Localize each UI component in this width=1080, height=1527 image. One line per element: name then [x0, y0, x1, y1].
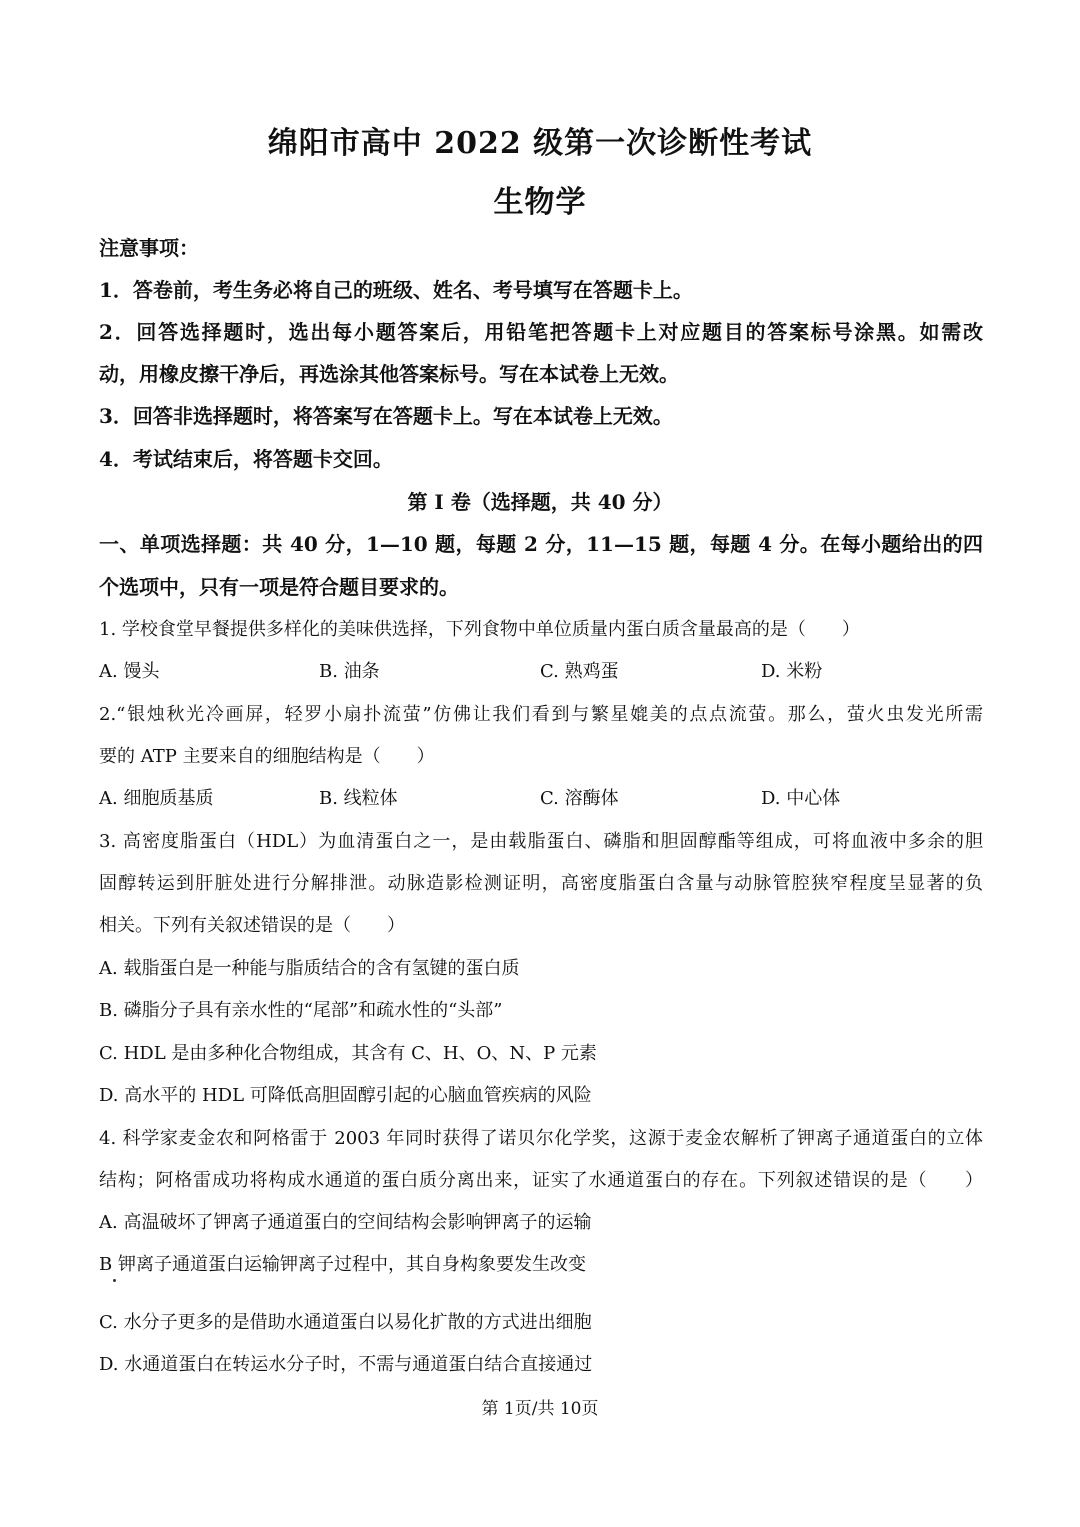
stray-dot	[113, 1279, 116, 1282]
question-2-option-b: B. 线粒体	[319, 788, 398, 809]
question-1-stem: 1. 学校食堂早餐提供多样化的美味供选择，下列食物中单位质量内蛋白质含量最高的是（ ）	[99, 619, 860, 640]
question-3-option-d: D. 高水平的 HDL 可降低高胆固醇引起的心脑血管疾病的风险	[99, 1085, 592, 1106]
question-4-option-d: D. 水通道蛋白在转运水分子时，不需与通道蛋白结合直接通过	[99, 1354, 593, 1375]
notice-item: 4．考试结束后，将答题卡交回。	[99, 447, 393, 471]
question-2-option-a: A. 细胞质基质	[99, 788, 214, 809]
question-4-option-b: B 钾离子通道蛋白运输钾离子过程中，其自身构象要发生改变	[99, 1254, 586, 1275]
question-4-option-a: A. 高温破坏了钾离子通道蛋白的空间结构会影响钾离子的运输	[99, 1212, 592, 1233]
question-3-option-c: C. HDL 是由多种化合物组成，其含有 C、H、O、N、P 元素	[99, 1043, 597, 1064]
notice-heading: 注意事项：	[99, 236, 199, 260]
page-footer: 第 1页/共 10页	[481, 1399, 599, 1419]
question-3-stem: 固醇转运到肝脏处进行分解排泄。动脉造影检测证明，高密度脂蛋白含量与动脉管腔狭窄程度呈显著的负	[99, 873, 983, 894]
question-1-option-a: A. 馒头	[99, 661, 160, 682]
question-3-stem: 3. 高密度脂蛋白（HDL）为血清蛋白之一，是由载脂蛋白、磷脂和胆固醇酯等组成，可将血液中多余的胆	[99, 831, 983, 852]
question-4-stem: 结构；阿格雷成功将构成水通道的蛋白质分离出来，证实了水通道蛋白的存在。下列叙述错误的是（ ）	[99, 1170, 983, 1191]
notice-item: 2．回答选择题时，选出每小题答案后，用铅笔把答题卡上对应题目的答案标号涂黑。如需改	[99, 320, 983, 344]
section-title: 第 I 卷（选择题，共 40 分）	[407, 490, 673, 514]
section-instruction: 个选项中，只有一项是符合题目要求的。	[99, 575, 459, 599]
question-2-stem: 要的 ATP 主要来自的细胞结构是（ ）	[99, 746, 435, 767]
question-1-option-d: D. 米粉	[761, 661, 823, 682]
question-1-option-c: C. 熟鸡蛋	[540, 661, 619, 682]
question-3-stem: 相关。下列有关叙述错误的是（ ）	[99, 915, 405, 936]
question-3-option-b: B. 磷脂分子具有亲水性的“尾部”和疏水性的“头部”	[99, 1000, 503, 1021]
exam-title: 绵阳市高中 2022 级第一次诊断性考试	[267, 126, 813, 161]
question-1-option-b: B. 油条	[319, 661, 380, 682]
question-2-stem: 2.“银烛秋光冷画屏，轻罗小扇扑流萤”仿佛让我们看到与繁星媲美的点点流萤。那么，萤火虫发光所需	[99, 704, 983, 725]
question-2-option-d: D. 中心体	[761, 788, 841, 809]
section-instruction: 一、单项选择题：共 40 分，1—10 题，每题 2 分，11—15 题，每题 4 分。在每小题给出的四	[99, 532, 983, 556]
notice-item: 3．回答非选择题时，将答案写在答题卡上。写在本试卷上无效。	[99, 404, 673, 428]
notice-item: 动，用橡皮擦干净后，再选涂其他答案标号。写在本试卷上无效。	[99, 362, 679, 386]
question-2-option-c: C. 溶酶体	[540, 788, 619, 809]
question-4-stem: 4. 科学家麦金农和阿格雷于 2003 年同时获得了诺贝尔化学奖，这源于麦金农解析了钾离子通道蛋白的立体	[99, 1128, 983, 1149]
subject-title: 生物学	[493, 185, 587, 220]
question-4-option-c: C. 水分子更多的是借助水通道蛋白以易化扩散的方式进出细胞	[99, 1312, 592, 1333]
notice-item: 1．答卷前，考生务必将自己的班级、姓名、考号填写在答题卡上。	[99, 278, 693, 302]
question-3-option-a: A. 载脂蛋白是一种能与脂质结合的含有氢键的蛋白质	[99, 958, 520, 979]
